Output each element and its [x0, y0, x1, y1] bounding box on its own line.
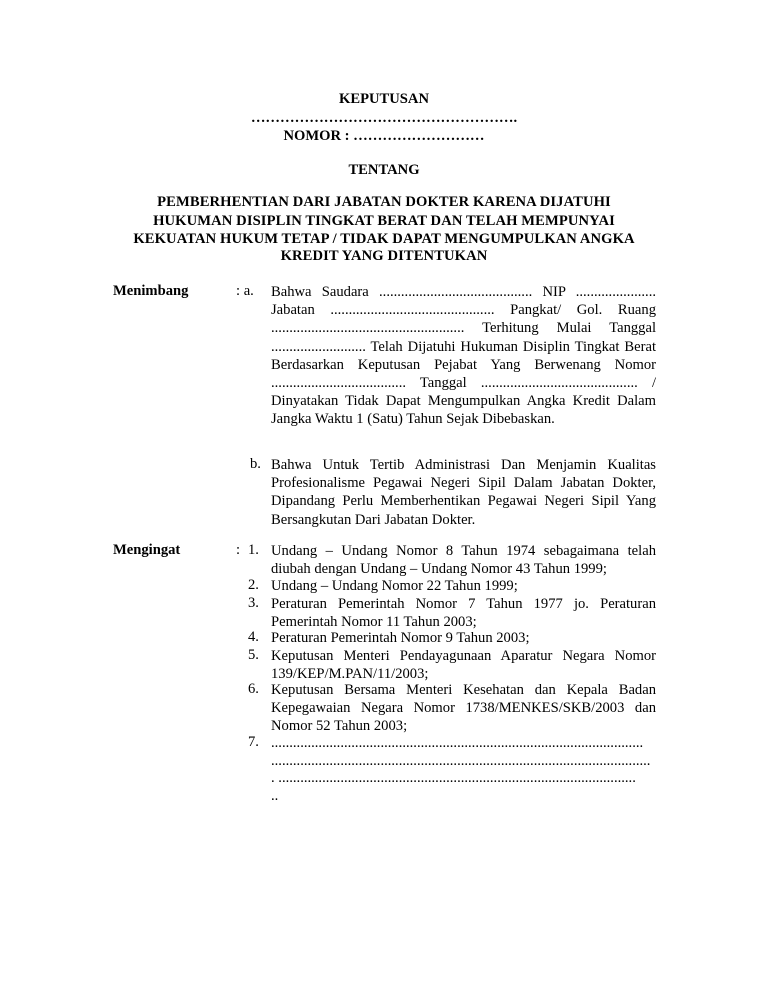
- list-item: Keputusan Bersama Menteri Kesehatan dan Kepala Badan Kepegawaian Negara Nomor 1738/MENKES/SKB/2003 dan Nomor 52 Tahun 2003;: [271, 682, 656, 735]
- list-item-number: 3.: [248, 595, 259, 611]
- menimbang-marker-b: b.: [250, 456, 261, 472]
- list-item-number: 6.: [248, 681, 259, 697]
- menimbang-point-b: Bahwa Untuk Tertib Administrasi Dan Menjamin Kualitas Profesionalisme Pegawai Negeri Sipil Dalam Jabatan Dokter, Dipandang Perlu Memberhentikan Pegawai Negeri Sipil Yang Bersangkutan Dari Jabatan Dokter.: [271, 457, 656, 528]
- nomor-line: NOMOR : ………………………: [283, 128, 485, 144]
- list-item-number: 4.: [248, 629, 259, 645]
- list-item: Undang – Undang Nomor 8 Tahun 1974 sebagaimana telah diubah dengan Undang – Undang Nomor 43 Tahun 1999;: [271, 543, 656, 578]
- list-item-number: 1.: [248, 542, 259, 558]
- list-item-number: 5.: [248, 647, 259, 663]
- item7-dots-line: ........................................................................................................: [271, 753, 651, 769]
- menimbang-point-a: Bahwa Saudara .......................................... NIP ...................... Jabatan ............................................. Pangkat/ Gol. Ruang ..................................................... Terhitung Mulai Tanggal .......................... Telah Dijatuhi Hukuman Disiplin Tingkat Berat Berdasarkan Keputusan Pejabat Yang Berwenang Nomor ..................................... Tanggal ........................................... / Dinyatakan Tidak Dapat Mengumpulkan Angka Kredit Dalam Jangka Waktu 1 (Satu) Tahun Sejak Dibebaskan.: [271, 284, 656, 428]
- title-line: KEKUATAN HUKUM TETAP / TIDAK DAPAT MENGUMPULKAN ANGKA: [133, 231, 635, 247]
- list-item: Peraturan Pemerintah Nomor 9 Tahun 2003;: [271, 630, 530, 646]
- list-item: Peraturan Pemerintah Nomor 7 Tahun 1977 jo. Peraturan Pemerintah Nomor 11 Tahun 2003;: [271, 596, 656, 631]
- item7-dots-line: ......................................................................................................: [271, 735, 644, 751]
- heading-dots-line: ……………………………………………….: [250, 110, 518, 126]
- list-item-number: 7.: [248, 734, 259, 750]
- document-heading: KEPUTUSAN: [338, 91, 429, 107]
- title-line: PEMBERHENTIAN DARI JABATAN DOKTER KARENA DIJATUHI: [157, 194, 611, 210]
- mengingat-label: Mengingat: [113, 542, 181, 558]
- item7-dots-line: . ..................................................................................................: [271, 770, 636, 786]
- tentang-heading: TENTANG: [348, 162, 420, 178]
- list-item-number: 2.: [248, 577, 259, 593]
- title-line: HUKUMAN DISIPLIN TINGKAT BERAT DAN TELAH MEMPUNYAI: [153, 213, 615, 229]
- item7-dots-line: ..: [271, 788, 279, 804]
- mengingat-colon: :: [236, 542, 241, 558]
- list-item: Undang – Undang Nomor 22 Tahun 1999;: [271, 578, 518, 594]
- menimbang-marker-a: : a.: [236, 283, 254, 299]
- list-item: Keputusan Menteri Pendayagunaan Aparatur Negara Nomor 139/KEP/M.PAN/11/2003;: [271, 648, 656, 683]
- title-line: KREDIT YANG DITENTUKAN: [280, 248, 488, 264]
- menimbang-label: Menimbang: [113, 283, 189, 299]
